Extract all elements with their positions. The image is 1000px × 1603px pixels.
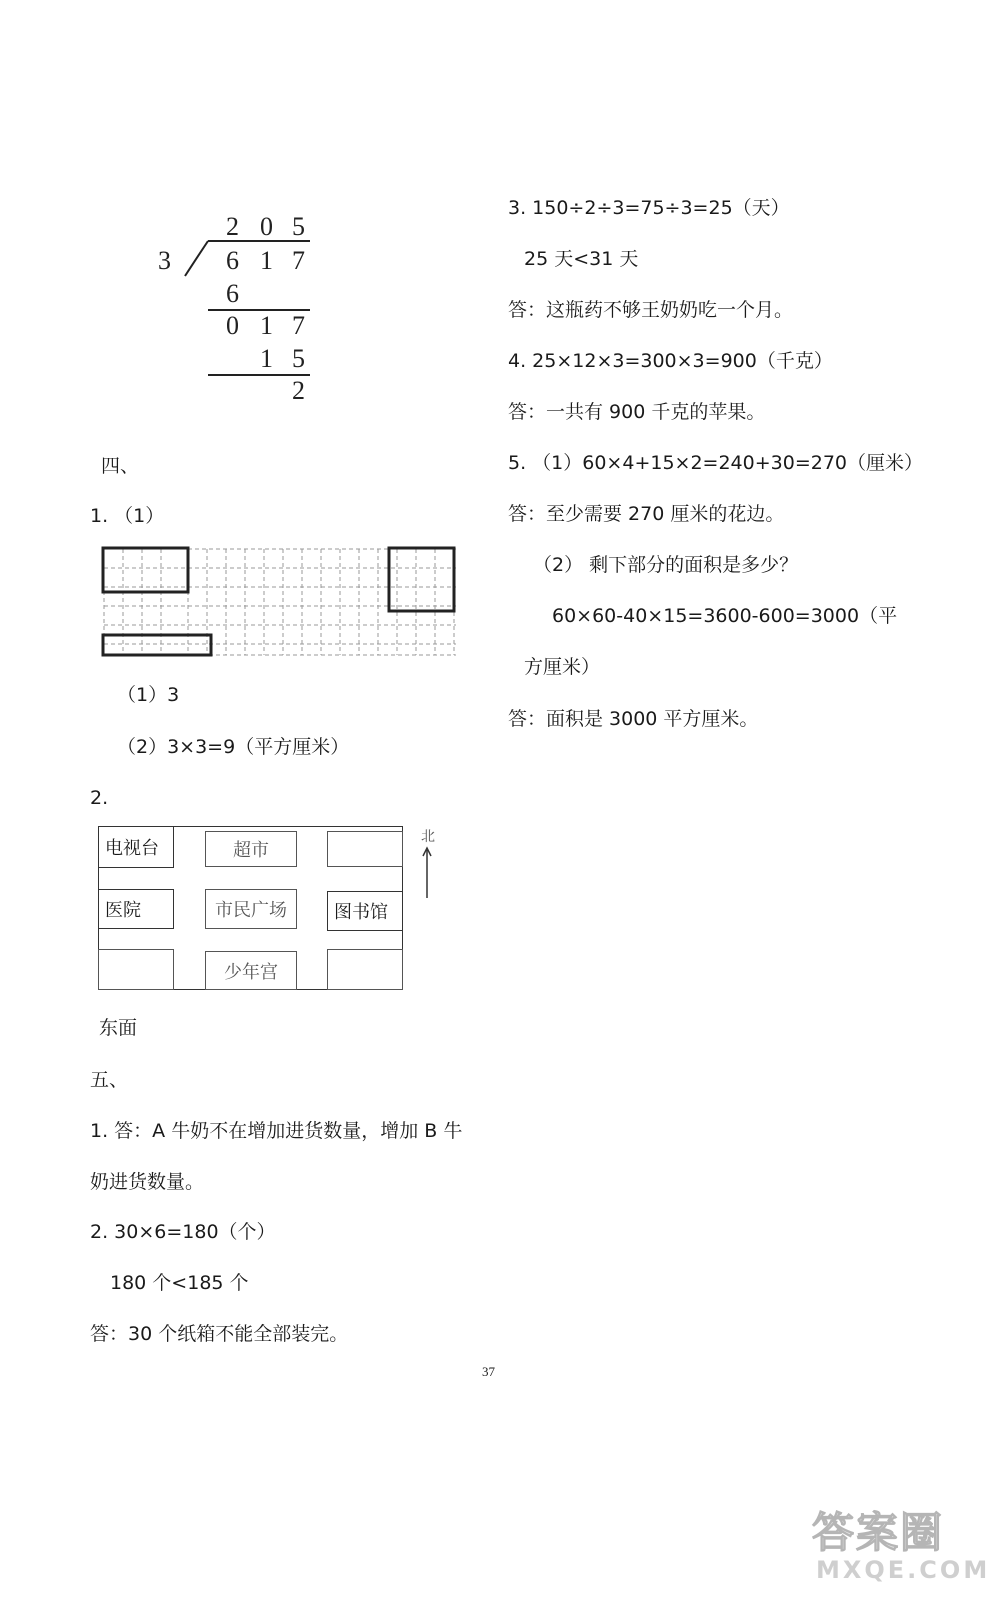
map-empty-box (327, 831, 403, 867)
answer-5-2-area-conclusion: 答：面积是 3000 平方厘米。 (508, 708, 759, 730)
answer-4: 4. 25×12×3=300×3=900（千克） (508, 350, 833, 372)
map-supermarket: 超市 (205, 831, 297, 867)
dividend-digit: 1 (260, 246, 273, 275)
map-citizen-plaza: 市民广场 (205, 889, 297, 929)
north-label: 北 (421, 829, 435, 845)
map-empty-box (98, 949, 174, 990)
answer-5-2-calc-line1: 60×60-40×15=3600-600=3000（平 (552, 605, 898, 627)
grid-figure (100, 545, 460, 660)
answer-5-1-conclusion: 答：至少需要 270 厘米的花边。 (508, 503, 785, 525)
answer-5-2-compare: 180 个<185 个 (110, 1272, 249, 1294)
map-library: 图书馆 (327, 891, 403, 931)
arrow-up-icon (418, 846, 438, 900)
answer-1-1: （1）3 (117, 684, 180, 706)
final-remainder: 2 (292, 376, 305, 405)
dividend-digit: 6 (226, 246, 239, 275)
divisor: 3 (158, 246, 171, 275)
section-five-heading: 五、 (90, 1069, 129, 1091)
answer-5-1: 5. （1）60×4+15×2=240+30=270（厘米） (508, 452, 924, 474)
answer-1-2: （2）3×3=9（平方厘米） (117, 736, 350, 758)
quotient-digit: 2 (226, 212, 239, 241)
watermark-url: MXQE.COM (816, 1556, 991, 1584)
remainder-digit: 1 (260, 311, 273, 340)
page-number: 37 (482, 1364, 495, 1379)
answer-3-conclusion: 答：这瓶药不够王奶奶吃一个月。 (508, 299, 794, 321)
step-digit: 5 (292, 344, 305, 373)
map-tv-station: 电视台 (98, 826, 174, 868)
remainder-digit: 0 (226, 311, 239, 340)
map-hospital: 医院 (98, 889, 174, 929)
answer-3: 3. 150÷2÷3=75÷3=25（天） (508, 197, 790, 219)
answer-4-conclusion: 答：一共有 900 千克的苹果。 (508, 401, 766, 423)
map-empty-box (327, 949, 403, 990)
dividend-digit: 7 (292, 246, 305, 275)
answer-5-2-conclusion: 答：30 个纸箱不能全部装完。 (90, 1323, 349, 1345)
answer-3-compare: 25 天<31 天 (524, 248, 639, 270)
answer-5-2-calc-line2: 方厘米） (524, 656, 601, 678)
quotient-digit: 0 (260, 212, 273, 241)
question-5-2: （2） 剩下部分的面积是多少？ (533, 554, 799, 576)
step-digit: 6 (226, 279, 239, 308)
answer-5-2: 2. 30×6=180（个） (90, 1221, 276, 1243)
watermark-logo-text: 答案圈 (812, 1508, 945, 1557)
map-youth-palace: 少年宫 (205, 951, 297, 990)
answer-5-1-line2: 奶进货数量。 (90, 1171, 205, 1193)
answer-5-1-line1: 1. 答：A 牛奶不在增加进货数量，增加 B 牛 (90, 1120, 463, 1142)
east-answer: 东面 (99, 1017, 138, 1039)
quotient-digit: 5 (292, 212, 305, 241)
step-digit: 1 (260, 344, 273, 373)
question-2-label: 2. (90, 787, 109, 809)
question-1-label: 1. （1） (90, 505, 165, 527)
remainder-digit: 7 (292, 311, 305, 340)
section-four-heading: 四、 (101, 455, 140, 477)
north-arrow (418, 826, 438, 900)
